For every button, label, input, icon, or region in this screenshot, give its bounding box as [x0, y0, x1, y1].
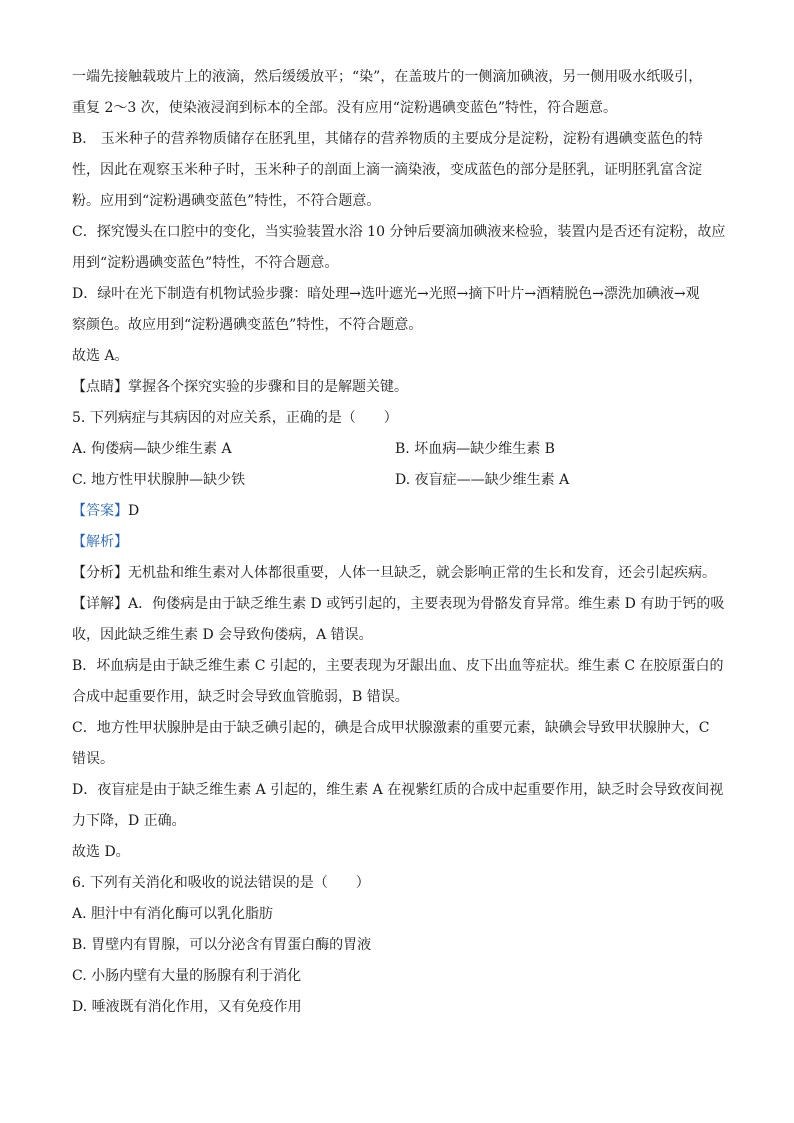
analysis-line	[72, 527, 722, 558]
option-c-explanation: C．探究馒头在口腔中的变化，当实验装置水浴 10 分钟后要滴加碘液来检验，装置内是否还有淀粉，故应	[72, 224, 726, 240]
q6-option-a: A. 胆汁中有消化酶可以乳化脂肪	[72, 906, 274, 922]
text-line: 重复 2～3 次，使染液浸润到标本的全部。没有应用“淀粉遇碘变蓝色”特性，符合题意。	[72, 100, 618, 116]
fenxi-line	[72, 558, 722, 589]
q5-conclusion: 故选 D。	[72, 844, 130, 860]
document-page	[72, 62, 726, 1023]
q6-option-c: C. 小肠内壁有大量的肠腺有利于消化	[72, 968, 302, 984]
option-a: A. 佝偻病—缺少维生素 A	[72, 441, 232, 457]
detail-d-text: D．夜盲症是由于缺乏维生素 A 引起的，维生素 A 在视紫红质的合成中起重要作用，缺乏时会导致夜间视	[72, 782, 724, 798]
fenxi-text: 无机盐和维生素对人体都很重要，人体一旦缺乏，就会影响正常的生长和发育，还会引起疾病。	[128, 565, 716, 581]
text-line: 合成中起重要作用，缺乏时会导致血管脆弱，B 错误。	[72, 689, 409, 705]
answer-line	[72, 496, 722, 527]
question-5-options-row-1	[72, 434, 722, 465]
q4-conclusion: 故选 A。	[72, 348, 129, 364]
q6-option-d: D. 唾液既有消化作用，又有免疫作用	[72, 999, 302, 1015]
text-line: 收，因此缺乏维生素 D 会导致佝偻病，A 错误。	[72, 627, 373, 643]
detail-b-text: B．坏血病是由于缺乏维生素 C 引起的，主要表现为牙龈出血、皮下出血等症状。维生素 C 在胶原蛋白的	[72, 658, 724, 674]
text-line: 察颜色。故应用到“淀粉遇碘变蓝色”特性，不符合题意。	[72, 317, 423, 333]
question-5-stem: 5. 下列病症与其病因的对应关系，正确的是（ ）	[72, 410, 398, 426]
analysis-tag: 【解析】	[72, 534, 128, 550]
question-6-stem: 6. 下列有关消化和吸收的说法错误的是（ ）	[72, 875, 370, 891]
text-line: 性，因此在观察玉米种子时，玉米种子的剖面上滴一滴染液，变成蓝色的部分是胚乳，证明胚乳富含淀	[72, 162, 702, 178]
dianjing-line	[72, 372, 722, 403]
detail-tag: 【详解】	[72, 596, 128, 612]
option-d: D. 夜盲症——缺少维生素 A	[395, 472, 570, 488]
option-b-explanation: B． 玉米种子的营养物质储存在胚乳里，其储存的营养物质的主要成分是淀粉，淀粉有遇碘变蓝色的特	[72, 131, 703, 147]
dianjing-tag: 【点睛】	[72, 379, 128, 395]
detail-line	[72, 589, 725, 620]
answer-value: D	[128, 503, 140, 519]
option-d-explanation: D．绿叶在光下制造有机物试验步骤：暗处理→选叶遮光→光照→摘下叶片→酒精脱色→漂洗加碘液→观	[72, 286, 700, 302]
detail-c-text: C．地方性甲状腺肿是由于缺乏碘引起的，碘是合成甲状腺激素的重要元素，缺碘会导致甲状腺肿大，C	[72, 720, 710, 736]
question-5-options-row-2	[72, 465, 722, 496]
dianjing-text: 掌握各个探究实验的步骤和目的是解题关键。	[128, 379, 408, 395]
text-line: 力下降，D 正确。	[72, 813, 186, 829]
option-b: B. 坏血病—缺少维生素 B	[395, 441, 555, 457]
option-c: C. 地方性甲状腺肿—缺少铁	[72, 472, 246, 488]
detail-a-text: A．佝偻病是由于缺乏维生素 D 或钙引起的，主要表现为骨骼发育异常。维生素 D 有助于钙的吸	[128, 596, 725, 612]
text-line: 一端先接触载玻片上的液滴，然后缓缓放平；“染”，在盖玻片的一侧滴加碘液，另一侧用吸水纸吸引，	[72, 69, 703, 85]
text-line: 粉。应用到“淀粉遇碘变蓝色”特性，不符合题意。	[72, 193, 381, 209]
text-line: 错误。	[72, 751, 114, 767]
text-line: 用到“淀粉遇碘变蓝色”特性，不符合题意。	[72, 255, 339, 271]
fenxi-tag: 【分析】	[72, 565, 128, 581]
answer-tag: 【答案】	[72, 503, 128, 519]
q6-option-b: B. 胃壁内有胃腺，可以分泌含有胃蛋白酶的胃液	[72, 937, 372, 953]
